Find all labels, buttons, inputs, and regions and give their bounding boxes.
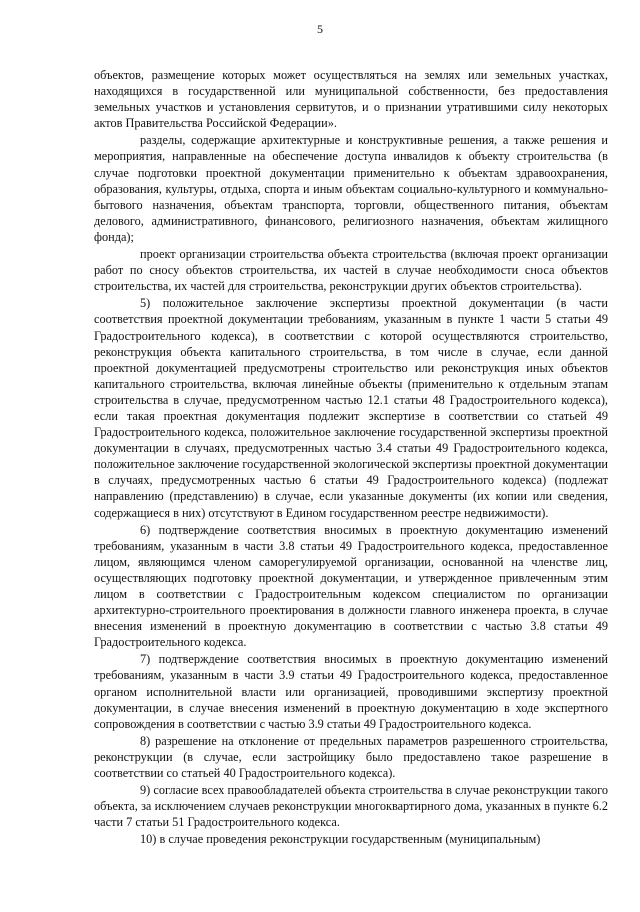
paragraph-continuation: объектов, размещение которых может осуществляться на землях или земельных участках, находящихся в государственной или муниципальной собственности, без предоставления земельных участков и установления сервитутов, и о признании утратившими силу некоторых актов Правительства Российской Федерации». [94, 68, 608, 131]
document-body [94, 67, 608, 848]
paragraph-architectural-sections: разделы, содержащие архитектурные и конструктивные решения, а также решения и мероприятия, направленные на обеспечение доступа инвалидов к объекту строительства (в случае подготовки проектной документации применительно к объектам здравоохранения, образования, культуры, отдыха, спорта и иным объектам социально-культурного и коммунально-бытового назначения, объектам транспорта, торговли, общественного питания, объектам делового, административного, финансового, религиозного назначения, объектам жилищного фонда); [94, 133, 608, 244]
paragraph-construction-project: проект организации строительства объекта строительства (включая проект организации работ по сносу объектов строительства, их частей в случае необходимости сноса объектов строительства, их частей для строительства, реконструкции других объектов строительства). [94, 247, 608, 294]
paragraph-item-10: 10) в случае проведения реконструкции государственным (муниципальным) [140, 832, 541, 847]
paragraph-item-9: 9) согласие всех правообладателей объекта строительства в случае реконструкции такого объекта, за исключением случаев реконструкции многоквартирного дома, указанных в пункте 6.2 части 7 статьи 51 Градостроительного кодекса. [94, 783, 608, 830]
paragraph-item-7: 7) подтверждение соответствия вносимых в проектную документацию изменений требованиям, указанным в части 3.9 статьи 49 Градостроительного кодекса, предоставленное органом исполнительной власти или организацией, проводившими экспертизу проектной документации, в случае внесения изменений в проектную документацию в ходе экспертного сопровождения в соответствии с частью 3.9 статьи 49 Градостроительного кодекса. [94, 652, 608, 731]
paragraph-item-8: 8) разрешение на отклонение от предельных параметров разрешенного строительства, реконструкции (в случае, если застройщику было предоставлено такое разрешение в соответствии со статьей 40 Градостроительного кодекса). [94, 733, 608, 781]
paragraph-item-6: 6) подтверждение соответствия вносимых в проектную документацию изменений требованиям, указанным в части 3.8 статьи 49 Градостроительного кодекса, предоставленное лицом, являющимся членом саморегулируемой организации, основанной на членстве лиц, осуществляющих подготовку проектной документации, и утвержденное привлеченным этим лицом в соответствии с Градостроительным кодексом специалистом по организации архитектурно-строительного проектирования в должности главного инженера проекта, в случае внесения изменений в проектную документацию в соответствии с частью 3.8 статьи 49 Градостроительного кодекса. [94, 522, 608, 650]
paragraph-item-5: 5) положительное заключение экспертизы проектной документации (в части соответствия проектной документации требованиям, указанным в пункте 1 части 5 статьи 49 Градостроительного кодекса), в соответствии с которой осуществляются строительство, реконструкция объекта капитального строительства, в том числе в случае, если данной проектной документацией предусмотрены строительство или реконструкция иных объектов капитального строительства, включая линейные объекты (применительно к отдельным этапам строительства в случае, предусмотренном частью 12.1 статьи 48 Градостроительного кодекса), если такая проектная документация подлежит экспертизе в соответствии со статьей 49 Градостроительного кодекса, положительное заключение государственной экспертизы проектной документации в случаях, предусмотренных частью 3.4 статьи 49 Градостроительного кодекса, положительное заключение государственной экологической экспертизы проектной документации в случаях, предусмотренных частью 6 статьи 49 Градостроительного кодекса) (подлежат направлению (представлению) в случае, если указанные документы (их копии или сведения, содержащиеся в них) отсутствуют в Едином государственном реестре недвижимости). [94, 296, 608, 520]
page-number: 5 [317, 22, 323, 36]
